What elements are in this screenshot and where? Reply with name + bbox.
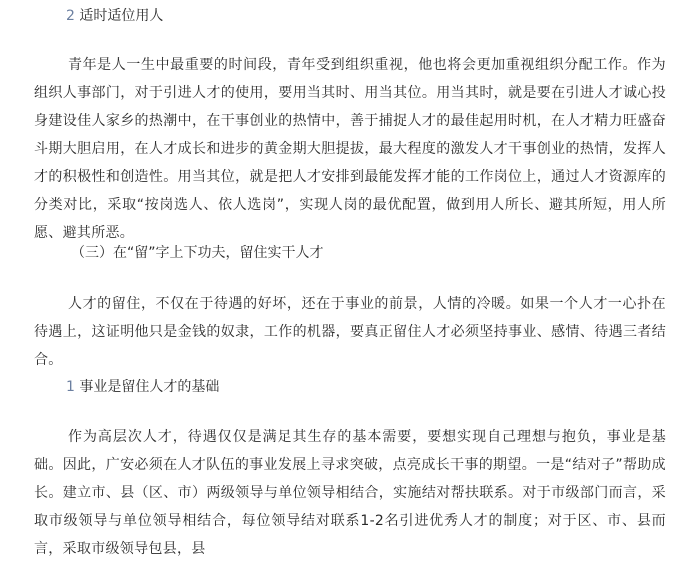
section-heading-retain-talent bbox=[71, 243, 324, 263]
paragraph-use-talent: 青年是人一生中最重要的时间段，青年受到组织重视，他也将会更加重视组织分配工作。作为组织人事部门，对于引进人才的使用，要用当其时、用当其位。用当其时，就是要在引进人才诚心投身建设佳人家乡的热潮中，在干事创业的热情中，善于捕捉人才的最佳起用时机，在人才精力旺盛奋斗期大胆启用，在人才成长和进步的黄金期大胆提拔，最大程度的激发人才干事创业的热情，发挥人才的积极性和创造性。用当其位，就是把人才安排到最能发挥才能的工作岗位上，通过人才资源库的分类对比，采取“按岗选人、依人选岗”，实现人岗的最优配置，做到用人所长、避其所短，用人所愿、避其所恶。 bbox=[34, 57, 666, 241]
heading-text: 事业是留住人才的基础 bbox=[79, 379, 220, 395]
heading-text: （三）在“留”字上下功夫，留住实干人才 bbox=[71, 245, 324, 261]
heading-number: 2 bbox=[66, 8, 75, 24]
paragraph-retain-talent: 人才的留住，不仅在于待遇的好坏，还在于事业的前景，人情的冷暖。如果一个人才一心扑在待遇上，这证明他只是金钱的奴隶，工作的机器，要真正留住人才必须坚持事业、感情、待遇三者结合。 bbox=[34, 296, 666, 368]
section-heading-suitable-use bbox=[66, 6, 163, 26]
section-heading-career-foundation bbox=[66, 377, 219, 397]
paragraph-career-foundation: 作为高层次人才，待遇仅仅是满足其生存的基本需要，要想实现自己理想与抱负，事业是基础。因此，广安必须在人才队伍的事业发展上寻求突破，点亮成长干事的期望。一是“结对子”帮助成长。建立市、县（区、市）两级领导与单位领导相结合，实施结对帮扶联系。对于市级部门而言，采取市级领导与单位领导相结合，每位领导结对联系1-2名引进优秀人才的制度；对于区、市、县而言，采取市级领导包县，县 bbox=[34, 429, 666, 557]
heading-number: 1 bbox=[66, 379, 75, 395]
heading-text: 适时适位用人 bbox=[79, 8, 164, 24]
